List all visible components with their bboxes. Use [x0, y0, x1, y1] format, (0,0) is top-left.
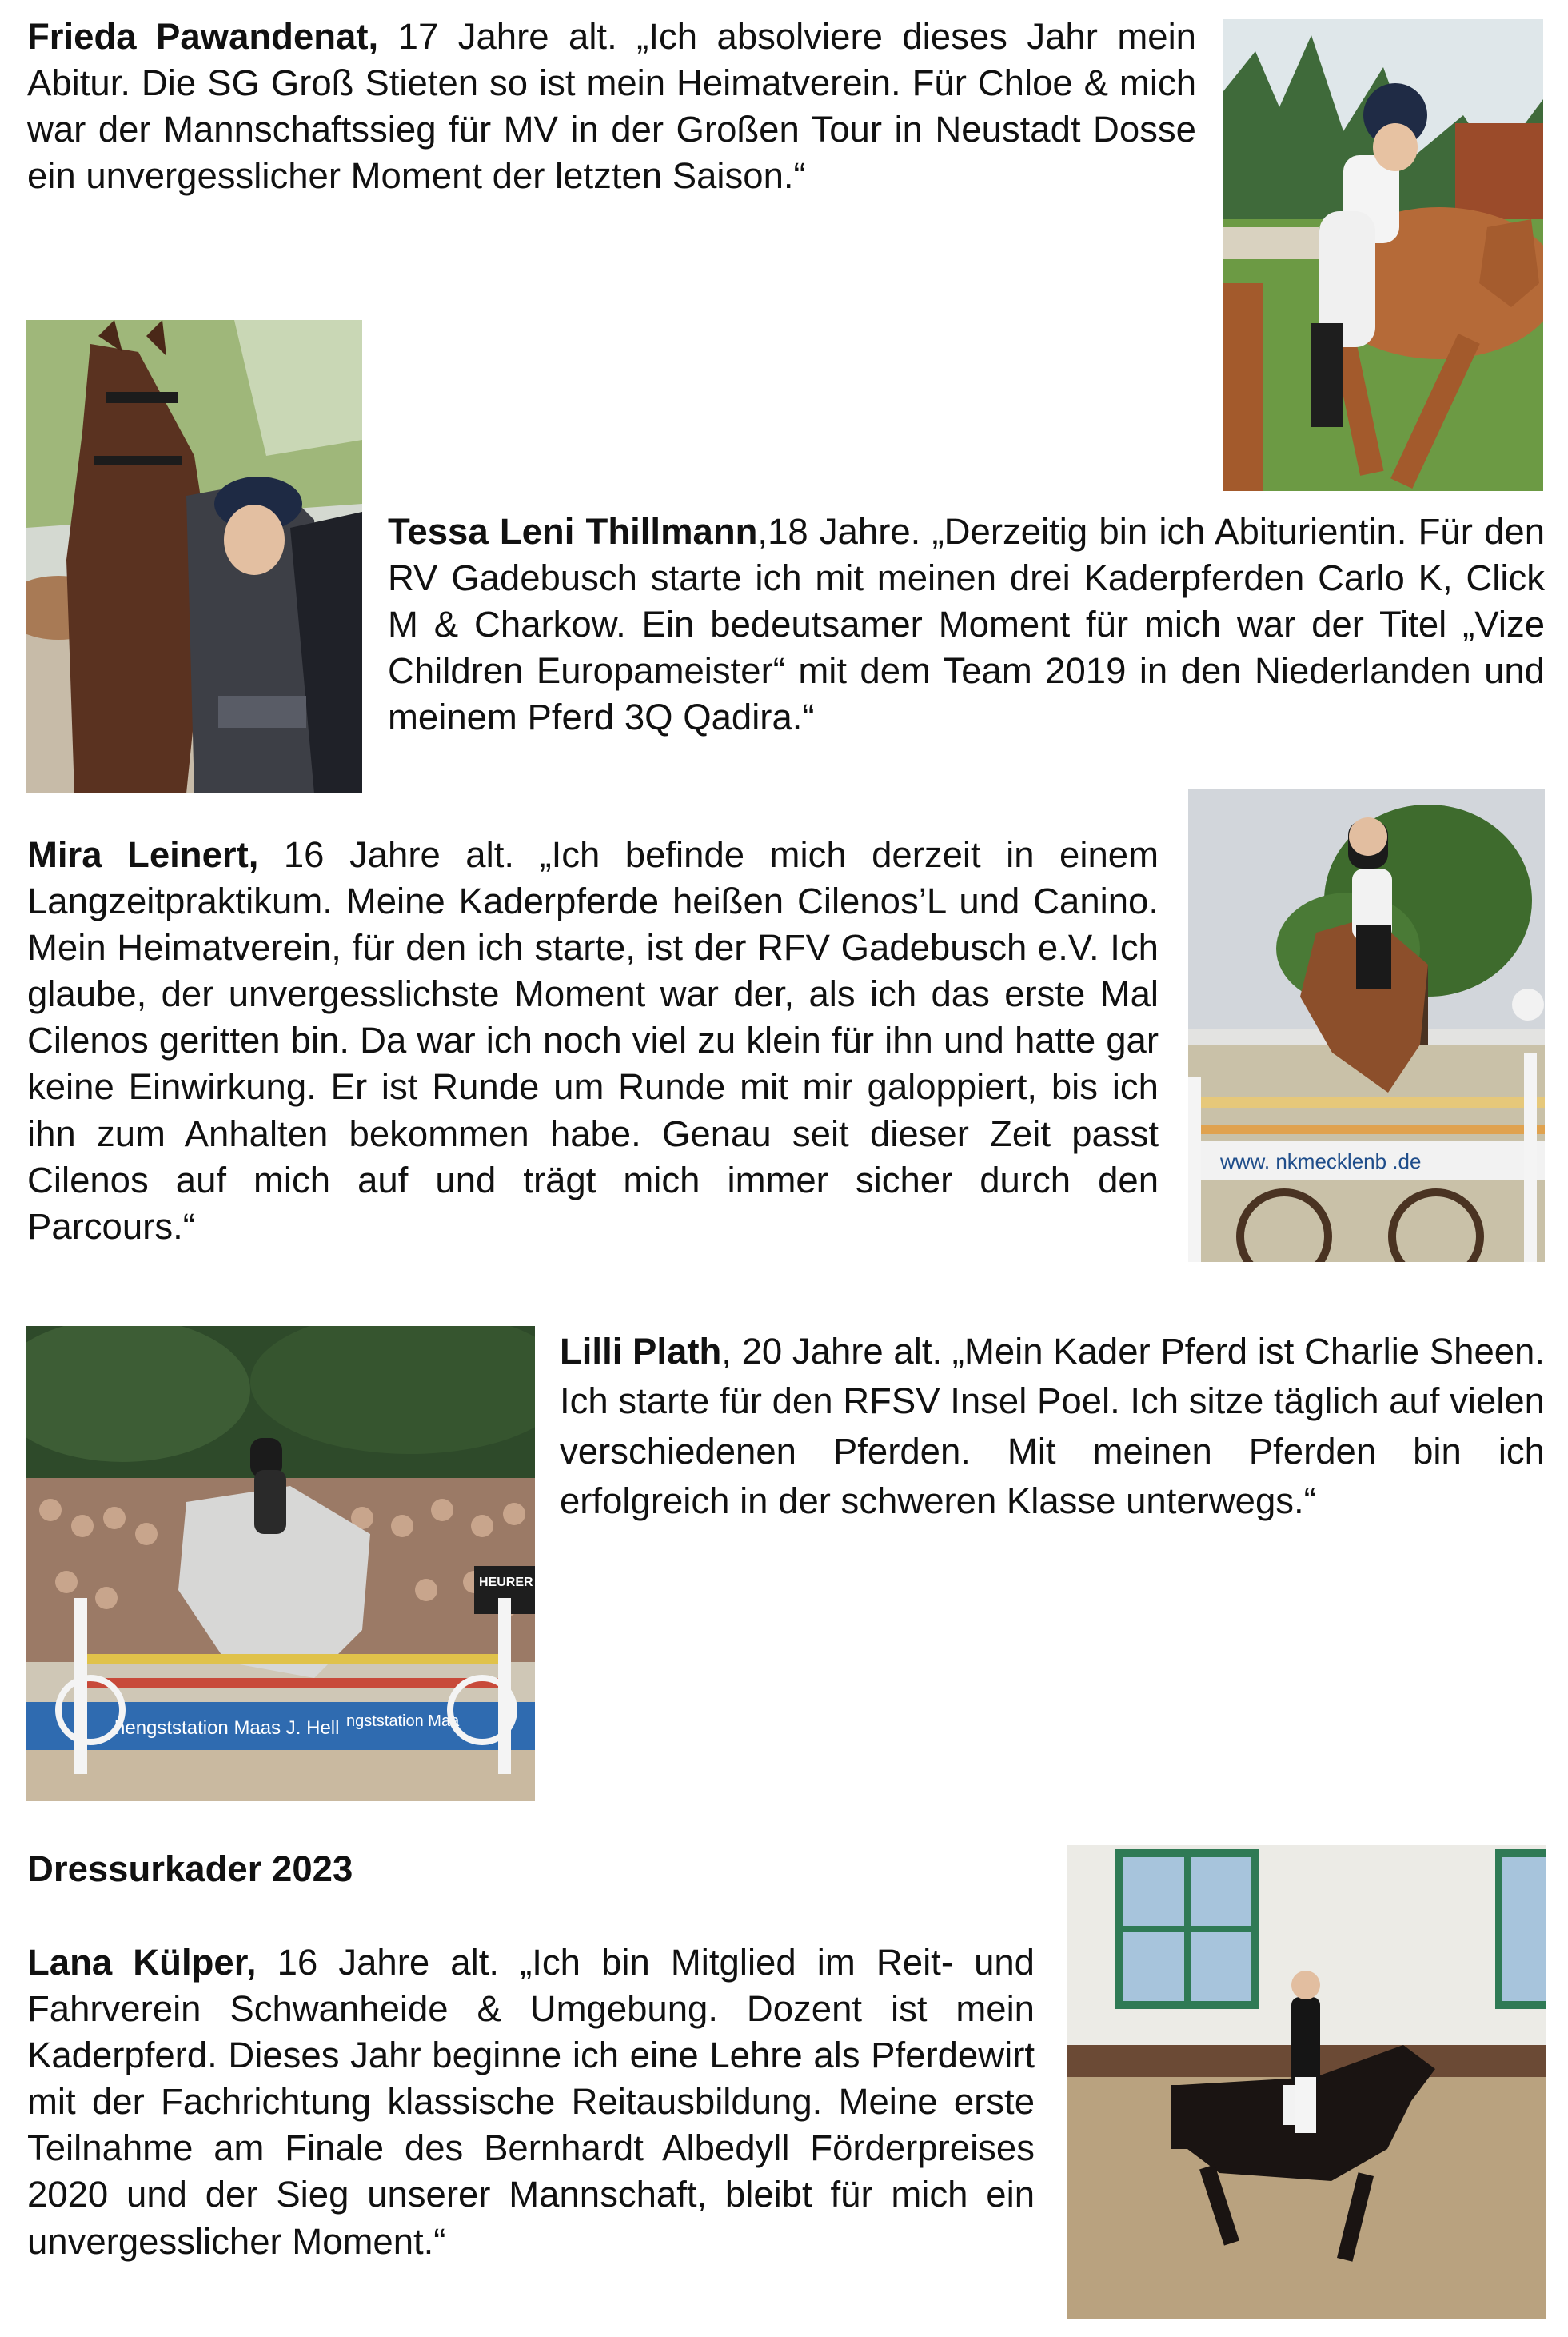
profile-body: 16 Jahre alt. „Ich befinde mich derzeit in einem Langzeitpraktikum. Meine Kaderpferde heißen Cilenos’L und Canino. Mein Heimatverein, für den ich starte, ist der RFV Gadebusch e.V. Ich glaube, der unvergesslichste Moment war der, als ich das erste Mal Cilenos geritten bin. Da war ich noch viel zu klein für ihn und hatte gar keine Einwirkung. Er ist Runde um Runde mit mir galoppiert, bis ich ihn zum Anhalten bekommen habe. Genau seit dieser Zeit passt Cilenos auf mich auf und trägt mich immer sicher durch den Parcours.“	[27, 834, 1159, 1247]
profile-lilli-text	[560, 1327, 1545, 1526]
photo-frieda-show-jumping	[1223, 19, 1543, 491]
photo-lana-dressage	[1067, 1845, 1546, 2319]
profile-name: Lana Külper,	[27, 1942, 257, 1983]
profile-body: ,18 Jahre. „Derzeitig bin ich Abiturientin. Für den RV Gadebusch starte ich mit meinen drei Kaderpferden Carlo K, Click M & Charkow. Ein bedeutsamer Moment für mich war der Titel „Vize Children Europameister“ mit dem Team 2019 in den Niederlanden und meinem Pferd 3Q Qadira.“	[388, 511, 1545, 738]
photo-lilli-grey-horse-jumping	[26, 1326, 535, 1801]
photo-mira-jumping-obstacle	[1188, 789, 1545, 1262]
profile-name: Lilli Plath	[560, 1331, 722, 1372]
profile-body: 16 Jahre alt. „Ich bin Mitglied im Reit- und Fahrverein Schwanheide & Umgebung. Dozent ist mein Kaderpferd. Dieses Jahr beginne ich eine Lehre als Pferdewirt mit der Fachrichtung klassische Reitausbildung. Meine erste Teilnahme am Finale des Bernhardt Albedyll Förderpreises 2020 und der Sieg unserer Mannschaft, bleibt für mich ein unvergesslicher Moment.“	[27, 1942, 1035, 2262]
banner-text: hengststation Maas J. Hell	[114, 1717, 340, 1739]
profile-mira-text	[27, 832, 1159, 1250]
photo-tessa-with-horse	[26, 320, 362, 793]
profile-frieda-text	[27, 14, 1196, 199]
profile-body: , 20 Jahre alt. „Mein Kader Pferd ist Charlie Sheen. Ich starte für den RFSV Insel Poel. Ich sitze täglich auf vielen verschiedenen Pferden. Mit meinen Pferden bin ich erfolgreich in der schweren Klasse unterwegs.“	[560, 1331, 1546, 1521]
sponsor-sign-text: HEURER	[479, 1576, 533, 1589]
banner-text: www. nkmecklenb .de	[1220, 1149, 1422, 1173]
banner-text-2: ngststation Maa	[346, 1712, 460, 1730]
section-heading-dressurkader: Dressurkader 2023	[27, 1848, 353, 1889]
profile-body: 17 Jahre alt. „Ich absolviere dieses Jahr mein Abitur. Die SG Groß Stieten so ist mein Heimatverein. Für Chloe & mich war der Mannschaftssieg für MV in der Großen Tour in Neustadt Dosse ein unvergesslicher Moment der letzten Saison.“	[27, 16, 1196, 197]
profile-tessa-text	[388, 509, 1545, 741]
profile-lana-text	[27, 1940, 1035, 2265]
profile-name: Mira Leinert,	[27, 834, 259, 875]
profile-name: Frieda Pawandenat,	[27, 16, 379, 57]
profile-name: Tessa Leni Thillmann	[388, 511, 758, 552]
